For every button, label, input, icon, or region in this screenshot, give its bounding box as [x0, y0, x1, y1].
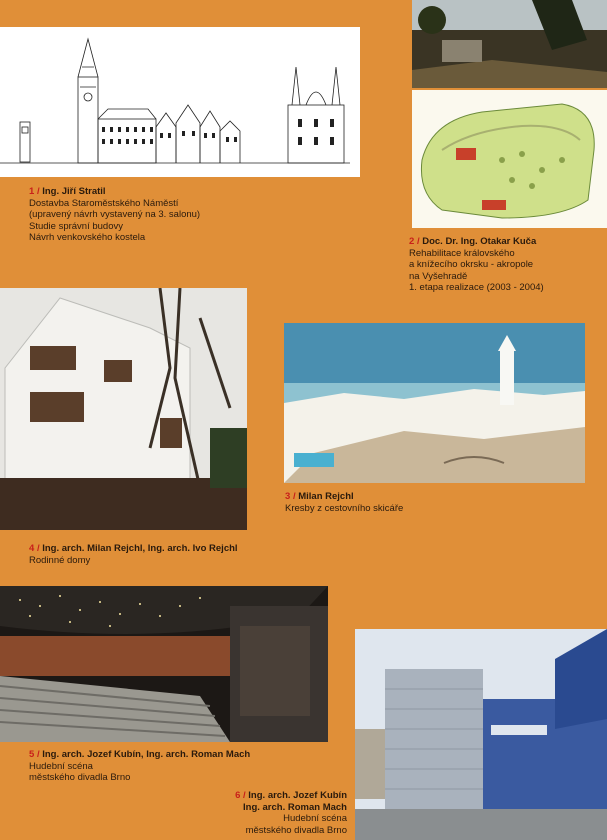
caption-line: 1. etapa realizace (2003 - 2004)	[409, 282, 544, 294]
caption-separator: /	[36, 749, 40, 760]
caption-5	[29, 749, 250, 784]
caption-line: Studie správní budovy	[29, 220, 124, 232]
travel-sketch-image	[284, 323, 585, 483]
elevation-drawing-image	[0, 27, 360, 177]
caption-1	[29, 186, 200, 244]
caption-heading: Ing. Jiří Stratil	[42, 186, 106, 197]
caption-separator: /	[36, 543, 40, 554]
caption-separator: /	[36, 186, 40, 197]
caption-heading: Doc. Dr. Ing. Otakar Kuča	[422, 236, 537, 247]
theatre-interior-photo-image	[0, 586, 328, 742]
caption-line: Rodinné domy	[29, 554, 91, 566]
caption-number: 5	[29, 749, 35, 760]
caption-number: 2	[409, 236, 415, 247]
vysehrad-photo-image	[412, 0, 607, 88]
caption-line: Hudební scéna	[283, 813, 347, 825]
caption-heading: Ing. arch. Roman Mach	[243, 801, 347, 813]
caption-3	[285, 491, 403, 514]
caption-separator: /	[292, 491, 296, 502]
caption-heading: Ing. arch. Jozef Kubín	[248, 790, 347, 801]
caption-line: a knížecího okrsku - akropole	[409, 259, 534, 271]
caption-number: 6	[235, 790, 241, 801]
caption-2	[409, 236, 544, 294]
caption-line: městského divadla Brno	[245, 824, 347, 836]
music-stage-building-photo-image	[355, 629, 607, 840]
caption-line: Dostavba Staroměstského Náměstí	[29, 197, 179, 209]
caption-line: (upravený návrh vystavený na 3. salonu)	[29, 209, 201, 221]
caption-line: na Vyšehradě	[409, 270, 468, 282]
caption-4	[29, 543, 238, 566]
caption-number: 3	[285, 491, 291, 502]
caption-separator: /	[416, 236, 420, 247]
caption-line: Hudební scéna	[29, 760, 93, 772]
caption-heading: Ing. arch. Jozef Kubín, Ing. arch. Roman Mach	[42, 749, 251, 760]
caption-number: 4	[29, 543, 35, 554]
caption-line: Kresby z cestovního skicáře	[285, 502, 404, 514]
caption-6	[235, 790, 347, 836]
caption-heading: Ing. arch. Milan Rejchl, Ing. arch. Ivo Rejchl	[42, 543, 238, 554]
caption-heading: Milan Rejchl	[298, 491, 354, 502]
caption-line: Rehabilitace královského	[409, 247, 515, 259]
caption-number: 1	[29, 186, 35, 197]
caption-separator: /	[243, 790, 246, 801]
caption-line: městského divadla Brno	[29, 772, 131, 784]
caption-line: Návrh venkovského kostela	[29, 232, 146, 244]
family-house-photo-image	[0, 288, 247, 530]
vysehrad-plan-image	[412, 90, 607, 228]
